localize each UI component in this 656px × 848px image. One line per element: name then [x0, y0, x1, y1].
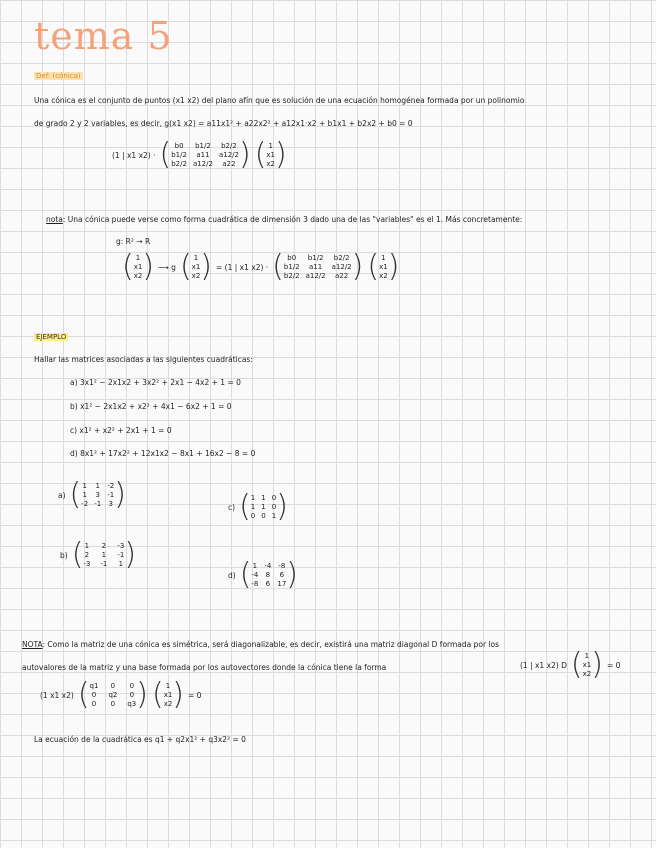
matrix-cell: 3 [108, 500, 113, 508]
diagonal-column-vector: ( 1 x1 x2 ) [151, 677, 185, 712]
matrix-cell: 1 [252, 562, 258, 570]
matrix-cell: 0 [271, 494, 277, 502]
vector-cell: x2 [191, 272, 201, 280]
matrix-cell: 2 [84, 551, 90, 559]
nota-1-text: : Una cónica puede verse como forma cuadrática de dimensión 3 dado una de las "variables" es el 1. Más concretamente: [62, 215, 523, 224]
matrix-cell: b1/2 [171, 151, 187, 159]
matrix-cell: -3 [83, 560, 91, 568]
matrix-c-label: c) [228, 502, 236, 512]
matrix-cell: b2/2 [171, 160, 187, 168]
diagonal-form [520, 647, 621, 682]
matrix-cell: a11 [309, 263, 323, 271]
equation-c: c) x1² + x2² + 2x1 + 1 = 0 [70, 426, 172, 435]
matrix-cell: 8 [265, 571, 271, 579]
matrix-cell: 0 [129, 691, 135, 699]
nota-1 [46, 215, 522, 225]
page-title: tema 5 [34, 14, 173, 58]
matrix-a: ( 1 1 -2 1 3 -1 -2 -1 3 ) [69, 477, 126, 512]
diagonal-row-vector: (1 x1 x2) [40, 690, 74, 700]
matrix-cell: 1 [118, 560, 124, 568]
matrix-cell: 6 [265, 580, 271, 588]
ejemplo-intro: Hallar las matrices asociadas a las siguientes cuadráticas: [34, 355, 253, 364]
matrix-cell: 1 [82, 482, 87, 490]
matrix-cell: 6 [279, 571, 285, 579]
matrix-cell: 1 [250, 494, 256, 502]
vector-cell: 1 [584, 652, 590, 660]
matrix-cell: -1 [94, 500, 102, 508]
matrix-cell: 1 [261, 503, 266, 511]
matrix-cell: -2 [81, 500, 89, 508]
matrix-cell: -4 [251, 571, 259, 579]
matrix-cell: q2 [108, 691, 118, 699]
vector-cell: 1 [193, 254, 199, 262]
map-equation [122, 249, 400, 284]
matrix-d: ( 1 -4 -8 -4 8 6 -8 6 17 ) [239, 557, 299, 592]
ejemplo-label: EJEMPLO [36, 333, 67, 341]
matrix-b: ( 1 2 -3 2 1 -1 -3 -1 1 ) [71, 537, 137, 572]
column-vector: ( 1 x1 x2 ) [254, 137, 287, 172]
matrix-cell: -3 [117, 542, 125, 550]
definition-matrix-equation [112, 137, 287, 172]
nota-2-line-2: autovalores de la matriz y una base formada por los autovectores donde la cónica tiene la forma [22, 663, 387, 672]
matrix-cell: 2 [101, 542, 107, 550]
matrix-cell: -1 [117, 551, 125, 559]
definition-line-1: Una cónica es el conjunto de puntos (x1 x2) del plano afín que es solución de una ecuación homogénea formada por un polinomio [34, 96, 525, 105]
matrix-cell: b0 [174, 142, 184, 150]
vector-cell: x1 [133, 263, 143, 271]
matrix-d-block [228, 557, 299, 592]
matrix-cell: b2/2 [221, 142, 237, 150]
diagonal-matrix: ( q1 0 0 0 q2 0 0 0 q3 ) [77, 677, 148, 712]
matrix-cell: -8 [278, 562, 286, 570]
definition-line-2: de grado 2 y 2 variables, es decir, g(x1 x2) = a11x1² + a22x2² + a12x1·x2 + b1x1 + b2x2 + b0 = 0 [34, 119, 413, 128]
matrix-c-block [228, 489, 288, 524]
nota-2-text: : Como la matriz de una cónica es simétrica, será diagonalizable, es decir, existirá una matriz diagonal D formada por los [42, 640, 500, 649]
diagonal-form-vector: ( 1 x1 x2 ) [570, 647, 603, 682]
vector-cell: 1 [268, 142, 273, 150]
matrix-cell: 17 [277, 580, 287, 588]
matrix-cell: a12/2 [331, 263, 352, 271]
matrix-cell: 0 [250, 512, 256, 520]
matrix-c: ( 1 1 0 1 1 0 0 0 1 ) [239, 489, 288, 524]
matrix-cell: 0 [110, 682, 116, 690]
vector-cell: 1 [381, 254, 386, 262]
matrix-d-label: d) [228, 570, 236, 580]
vector-cell: x1 [163, 691, 173, 699]
matrix-cell: b2/2 [333, 254, 350, 262]
matrix-cell: b0 [287, 254, 297, 262]
diagonal-form-text: (1 | x1 x2) D [520, 660, 567, 670]
vector-cell: x1 [266, 151, 276, 159]
diagonal-form-equals: = 0 [606, 660, 621, 670]
equation-a: a) 3x1² − 2x1x2 + 3x2² + 2x1 − 4x2 + 1 = 0 [70, 378, 241, 387]
matrix-cell: 1 [101, 551, 107, 559]
row-vector: (1 | x1 x2) · [112, 150, 156, 160]
matrix-cell: a12/2 [192, 160, 213, 168]
final-equation: La ecuación de la cuadrática es q1 + q2x1² + q3x2² = 0 [34, 735, 246, 744]
nota-1-label: nota [46, 215, 63, 224]
matrix-cell: 1 [84, 542, 90, 550]
matrix-a-block [58, 477, 126, 512]
vector-cell: x1 [379, 263, 388, 271]
matrix-cell: -8 [251, 580, 259, 588]
matrix-cell: b2/2 [283, 272, 300, 280]
vector-cell: x1 [582, 661, 592, 669]
definition-label: Def: (cónica) [36, 72, 81, 80]
matrix-cell: q1 [89, 682, 99, 690]
map-column-vector: ( 1 x1 x2 ) [367, 249, 400, 284]
matrix-cell: 0 [271, 503, 277, 511]
vector-cell: x2 [266, 160, 276, 168]
diagonal-equation [40, 677, 202, 712]
matrix-cell: 1 [250, 503, 256, 511]
nota-2-line-1 [22, 640, 499, 650]
matrix-b-label: b) [60, 550, 68, 560]
matrix-cell: a11 [196, 151, 210, 159]
matrix-a-label: a) [58, 490, 66, 500]
matrix-cell: -1 [107, 491, 115, 499]
matrix-cell: 0 [261, 512, 266, 520]
matrix-cell: 0 [91, 691, 97, 699]
matrix-cell: 3 [95, 491, 100, 499]
vector-cell: 1 [165, 682, 171, 690]
matrix-cell: a22 [335, 272, 349, 280]
matrix-cell: b1/2 [283, 263, 300, 271]
matrix-cell: 1 [261, 494, 266, 502]
map-equals: = (1 | x1 x2) · [216, 262, 269, 272]
map-rhs-vector: ( 1 x1 x2 ) [179, 249, 212, 284]
matrix-cell: a12/2 [218, 151, 239, 159]
matrix-cell: b1/2 [307, 254, 324, 262]
matrix-cell: q3 [127, 700, 137, 708]
matrix-cell: -2 [107, 482, 115, 490]
nota-2-label: NOTA [22, 640, 43, 649]
matrix-cell: 0 [129, 682, 135, 690]
equation-b: b) x1² − 2x1x2 + x2² + 4x1 − 6x2 + 1 = 0 [70, 402, 232, 411]
matrix-cell: 0 [110, 700, 116, 708]
map-lhs-vector: ( 1 x1 x2 ) [122, 249, 155, 284]
matrix-cell: a12/2 [305, 272, 326, 280]
matrix-b-block [60, 537, 137, 572]
vector-cell: x2 [133, 272, 143, 280]
matrix-cell: b1/2 [195, 142, 211, 150]
equation-d: d) 8x1² + 17x2² + 12x1x2 − 8x1 + 16x2 − 8 = 0 [70, 449, 256, 458]
vector-cell: x2 [163, 700, 173, 708]
definition-matrix: ( b0 b1/2 b2/2 b1/2 a11 a12/2 b2/2 a12/2 a22 ) [159, 137, 251, 172]
matrix-cell: -1 [100, 560, 108, 568]
matrix-cell: -4 [264, 562, 272, 570]
diagonal-equals: = 0 [188, 690, 202, 700]
vector-cell: x1 [191, 263, 201, 271]
matrix-cell: 1 [82, 491, 87, 499]
vector-cell: x2 [379, 272, 388, 280]
map-definition: g: R² → R [116, 237, 151, 246]
vector-cell: 1 [135, 254, 141, 262]
matrix-cell: 1 [271, 512, 277, 520]
matrix-cell: a22 [222, 160, 236, 168]
matrix-cell: 1 [95, 482, 100, 490]
map-matrix: ( b0 b1/2 b2/2 b1/2 a11 a12/2 b2/2 a12/2 a22 ) [272, 249, 364, 284]
map-arrow: ⟶ g [158, 262, 176, 272]
matrix-cell: 0 [91, 700, 97, 708]
vector-cell: x2 [582, 670, 592, 678]
